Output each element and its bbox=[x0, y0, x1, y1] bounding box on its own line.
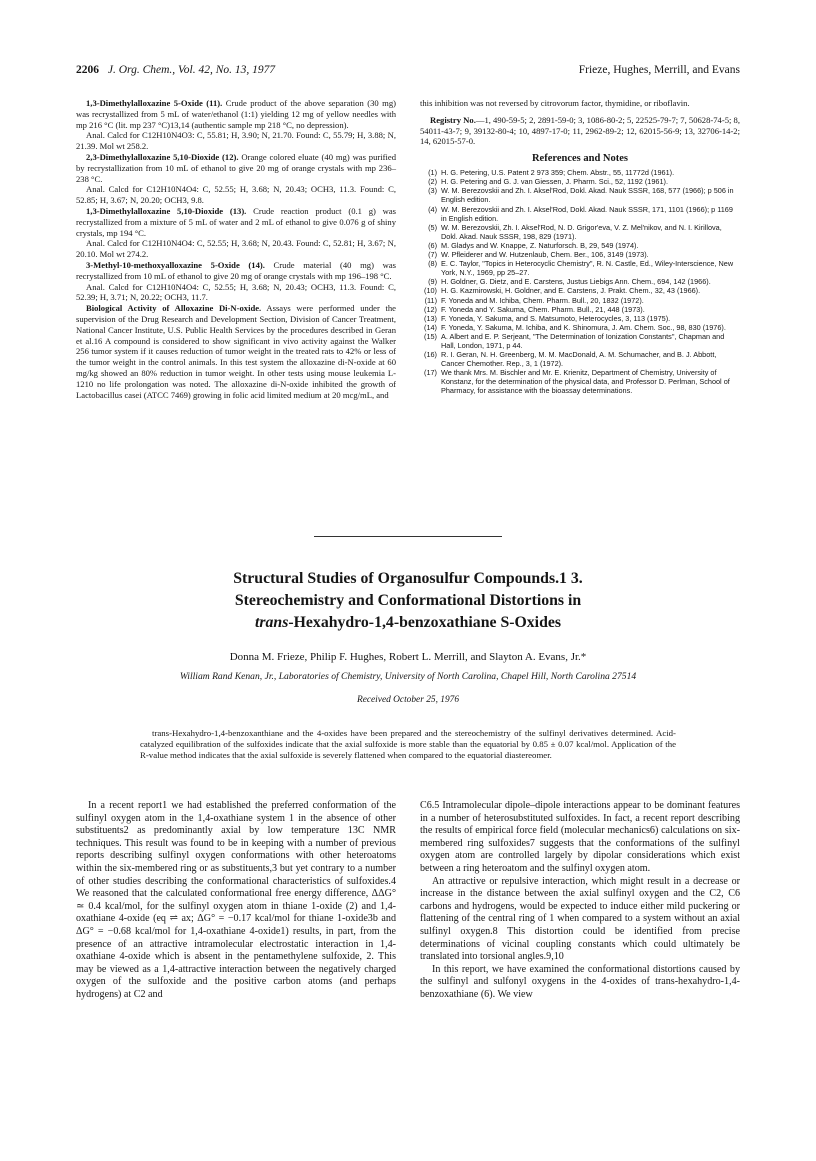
reference-text: R. I. Geran, N. H. Greenberg, M. M. MacDonald, A. M. Schumacher, and B. J. Abbott, Cancer Chemother. Rep., 3, 1 (1972). bbox=[441, 350, 717, 369]
experimental-paragraph bbox=[76, 260, 396, 282]
reference-item bbox=[420, 277, 740, 286]
body-column-right bbox=[420, 800, 740, 1002]
reference-item bbox=[420, 186, 740, 204]
author-affiliation: William Rand Kenan, Jr., Laboratories of Chemistry, University of North Carolina, Chapel Hill, North Carolina 27514 bbox=[179, 671, 637, 682]
body-column-left bbox=[76, 800, 396, 1002]
experimental-paragraph bbox=[76, 130, 396, 152]
reference-text: W. Pfleiderer and W. Hutzenlaub, Chem. Ber., 106, 3149 (1973). bbox=[441, 250, 649, 260]
reference-number: (10) bbox=[424, 286, 437, 296]
reference-text: We thank Mrs. M. Bischler and Mr. E. Krienitz, Department of Chemistry, University of Konstanz, for the determination of the physical data, and Professor D. Perlman, School of Pharmacy, for assistance with the bioassay determinations. bbox=[441, 368, 730, 396]
paragraph-heading: 3-Methyl-10-methoxyalloxazine 5-Oxide (14). bbox=[86, 259, 265, 270]
reference-number: (11) bbox=[424, 295, 437, 305]
reference-text: A. Albert and E. P. Serjeant, "The Determination of Ionization Constants", Chapman and Hall, London, 1971, p 44. bbox=[441, 331, 725, 350]
paragraph-text: Assays were performed under the supervision of the Drug Research and Development Section, Division of Cancer Treatment, National Cancer Institute, U.S. Public Health Services by the procedures described in Geran et al.16 A compound is considered to show significant in vivo activity against the Walker 256 tumor system if it causes reduction of tumor weight in the treated rats to 42% or less of the tumor weight in the control animals. In this test system the alloxazine di-N-oxide at 60 mg/kg showed an 80% reduction in tumor weight. In other tests using mouse leukemia L-1210 no life prolongation was noted. The alloxazine di-N-oxide inhibited the growth of Lactobacillus casei (ATCC 7469) growing in folic acid limited medium at 20 mcg/mL, and bbox=[76, 303, 396, 400]
reference-number: (17) bbox=[424, 368, 437, 378]
body-paragraph: In a recent report1 we had established the preferred conformation of the sulfinyl oxygen atom in the 1,4-oxathiane system 1 in the absence of other substituents2 as predominantly axial by low temperature 13C NMR techniques. This result was found to be in keeping with a number of previous reports describing sulfinyl oxygen conformations with other heteroatoms within the six-membered ring or as substituents,3 but yet contrary to a number of other studies describing the conformational characteristics of sulfoxides.4 We reasoned that the calculated conformational free energy difference, ΔΔG° ≃ 0.4 kcal/mol, for the sulfinyl oxygen atom in thiane 1-oxide (2) and 1,4-oxathiane 4-oxide (eq ⇌ ax; ΔG° = −0.17 kcal/mol for thiane 1-oxide3b and ΔG° = −0.68 kcal/mol for 1,4-oxathiane 4-oxide1) results, in part, from the presence of an attractive intramolecular electrostatic interaction in 1,4-oxathiane 4-oxide which is absent in the pentamethylene sulfoxide, 2. This may be viewed as a 1,4-attractive interaction between the negatively charged oxygen of the sulfoxide and the positive carbon atoms (and perhaps hydrogens) at C2 and bbox=[76, 800, 396, 1000]
paragraph-heading: 2,3-Dimethylalloxazine 5,10-Dioxide (12). bbox=[86, 151, 239, 162]
body-paragraph: An attractive or repulsive interaction, which might result in a decrease or increase in the distance between the axial sulfinyl oxygen and the C2, C6 carbons and hydrogens, would be expected to induce either mild puckering or flattening of the central ring of 1 when compared to a system without an axial sulfinyl oxygen.8 This distortion could be identified from precise determinations of vicinal coupling constants which could ultimately be translated into torsional angles.9,10 bbox=[420, 875, 740, 963]
reference-number: (15) bbox=[424, 331, 437, 341]
article-title bbox=[76, 568, 740, 634]
section-divider bbox=[314, 536, 502, 537]
experimental-paragraph bbox=[76, 98, 396, 130]
body-paragraph: In this report, we have examined the conformational distortions caused by the sulfinyl and sulfonyl oxygens in the 4-oxides of trans-hexahydro-1,4-benzoxathiane (6). We view bbox=[420, 963, 740, 1000]
reference-number: (8) bbox=[428, 259, 437, 269]
registry-heading: Registry No. bbox=[430, 114, 476, 125]
reference-text: W. M. Berezovskii, Zh. I. Aksel'Rod, N. D. Grigor'eva, V. Z. Mel'nikov, and N. I. Kirillova, Dokl. Akad. Nauk SSSR, 198, 829 (1971). bbox=[441, 222, 722, 241]
reference-text: E. C. Taylor, "Topics in Heterocyclic Chemistry", R. N. Castle, Ed., Wiley-Interscience, New York, N.Y., 1969, pp 25–27. bbox=[441, 259, 734, 278]
abstract: trans-Hexahydro-1,4-benzoxanthiane and the 4-oxides have been prepared and the stereochemistry of the sulfinyl derivatives determined. Acid-catalyzed equilibration of the sulfoxides indicate that the axial sulfoxide is more stable than the equatorial by 0.85 ± 0.07 kcal/mol. Application of the R-value method indicates that the axial sulfoxide is severely flattened when compared to the equatorial diastereomer. bbox=[140, 728, 676, 761]
reference-item bbox=[420, 223, 740, 241]
reference-number: (2) bbox=[428, 177, 437, 187]
reference-item bbox=[420, 305, 740, 314]
paragraph-text: Orange colored eluate (40 mg) was purified by recrystallization from 10 mL of ethanol to give 20 mg of orange crystals with mp 236–238 °C. bbox=[76, 151, 396, 184]
paragraph-heading: 1,3-Dimethylalloxazine 5,10-Dioxide (13). bbox=[86, 205, 247, 216]
title-line: Structural Studies of Organosulfur Compounds.1 3. bbox=[233, 570, 583, 587]
received-date: Received October 25, 1976 bbox=[356, 695, 460, 705]
reference-number: (13) bbox=[424, 313, 437, 323]
paragraph-text: Anal. Calcd for C12H10N4O3: C, 55.81; H, 3.90; N, 21.70. Found: C, 55.79; H, 3.88; N, 21.39. Mol wt 258.2. bbox=[76, 130, 396, 152]
reference-text: W. M. Berezovskii and Zh. I. Aksel'Rod, Dokl. Akad. Nauk SSSR, 171, 1101 (1966); p 1169 in English edition. bbox=[441, 204, 733, 223]
paragraph-heading: 1,3-Dimethylalloxazine 5-Oxide (11). bbox=[86, 98, 223, 108]
registry-numbers bbox=[420, 115, 740, 147]
reference-text: F. Yoneda, Y. Sakuma, and S. Matsumoto, Heterocycles, 3, 113 (1975). bbox=[441, 313, 671, 323]
reference-text: W. M. Berezovskii and Zh. I. Aksel'Rod, Dokl. Akad. Nauk SSSR, 168, 577 (1966); p 506 in English edition. bbox=[441, 186, 734, 205]
reference-item bbox=[420, 368, 740, 395]
experimental-paragraph bbox=[76, 238, 396, 260]
experimental-paragraph bbox=[76, 282, 396, 304]
paragraph-text: Crude material (40 mg) was recrystallized from 10 mL of ethanol to give 20 mg of orange crystals with mp 196–198 °C. bbox=[76, 259, 396, 281]
reference-item bbox=[420, 177, 740, 186]
paragraph-heading: Biological Activity of Alloxazine Di-N-oxide. bbox=[86, 303, 262, 314]
reference-number: (3) bbox=[428, 186, 437, 196]
references-heading: References and Notes bbox=[531, 153, 629, 165]
title-italic-prefix: trans bbox=[254, 614, 289, 631]
title-line: Stereochemistry and Conformational Distortions in bbox=[234, 592, 582, 609]
paragraph-text: Crude product of the above separation (30 mg) was recrystallized from 5 mL of water/ethanol (1:1) yielding 12 mg of yellow needles with mp 216 °C (lit. mp 237 °C)13,14 (authentic sample mp 218 °C, no depression). bbox=[76, 98, 396, 130]
registry-text: —1, 490-59-5; 2, 2891-59-0; 3, 1086-80-2; 5, 22525-79-7; 7, 50628-74-5; 8, 54011-43-7; 9, 39132-80-4; 10, 4897-17-0; 11, 2962-89-2; 12, 62015-56-9; 13, 32706-14-2; 14, 62015-57-0. bbox=[420, 114, 740, 147]
reference-number: (1) bbox=[428, 168, 437, 178]
body-paragraph: C6.5 Intramolecular dipole–dipole interactions appear to be dominant features in a number of heterosubstituted sulfoxides. In fact, a recent report describing the results of empirical force field (molecular mechanics6) calculations on six-membered ring sulfoxides7 suggests that the conformations of the sulfinyl oxygen atom are controlled largely by dipolar considerations which exist between a ring heteroatom and the sulfinyl oxygen atom. bbox=[420, 800, 740, 874]
experimental-paragraph bbox=[76, 184, 396, 206]
reference-text: M. Gladys and W. Knappe, Z. Naturforsch. B, 29, 549 (1974). bbox=[441, 240, 639, 250]
reference-text: H. G. Petering, U.S. Patent 2 973 359; Chem. Abstr., 55, 11772d (1961). bbox=[441, 168, 675, 178]
reference-item bbox=[420, 296, 740, 305]
reference-item bbox=[420, 314, 740, 323]
reference-text: F. Yoneda, Y. Sakuma, M. Ichiba, and K. Shinomura, J. Am. Chem. Soc., 98, 830 (1976). bbox=[441, 322, 726, 332]
reference-item bbox=[420, 323, 740, 332]
reference-item bbox=[420, 286, 740, 295]
reference-text: H. G. Petering and G. J. van Giessen, J. Pharm. Sci., 52, 1192 (1961). bbox=[441, 177, 668, 187]
paragraph-text: Anal. Calcd for C12H10N4O4: C, 52.55; H, 3.68; N, 20.43. Found: C, 52.81; H, 3.67; N, 20.10. Mol wt 274.2. bbox=[76, 238, 396, 260]
experimental-column bbox=[76, 98, 396, 400]
article-authors: Donna M. Frieze, Philip F. Hughes, Robert L. Merrill, and Slayton A. Evans, Jr.* bbox=[229, 651, 587, 663]
reference-item bbox=[420, 259, 740, 277]
experimental-paragraph bbox=[76, 206, 396, 238]
paragraph-text: Anal. Calcd for C12H10N4O4: C, 52.55; H, 3.68; N, 20.43; OCH3, 11.3. Found: C, 52.85; H, 3.67; N, 20.20; OCH3, 9.8. bbox=[76, 184, 396, 206]
continuation-paragraph: this inhibition was not reversed by citrovorum factor, thymidine, or riboflavin. bbox=[420, 98, 690, 108]
running-header-authors: Frieze, Hughes, Merrill, and Evans bbox=[578, 64, 740, 76]
reference-number: (9) bbox=[428, 277, 437, 287]
title-line bbox=[76, 612, 740, 634]
experimental-paragraph bbox=[76, 152, 396, 184]
title-line-rest: -Hexahydro-1,4-benzoxathiane S-Oxides bbox=[288, 614, 562, 631]
reference-number: (7) bbox=[428, 250, 437, 260]
reference-item bbox=[420, 205, 740, 223]
reference-number: (5) bbox=[428, 222, 437, 232]
paragraph-text: Crude reaction product (0.1 g) was recrystallized from a mixture of 5 mL of water and 2 mL of ethanol to give 0.076 g of shiny crystals, mp 194 °C. bbox=[76, 205, 397, 238]
running-header bbox=[76, 64, 740, 80]
reference-text: H. G. Kazmirowski, H. Goldner, and E. Carstens, J. Prakt. Chem., 32, 43 (1966). bbox=[441, 286, 701, 296]
paragraph-text: Anal. Calcd for C12H10N4O4: C, 52.55; H, 3.68; N, 20.43; OCH3, 11.3. Found: C, 52.39; H, 3.71; N, 20.22; OCH3, 11.7. bbox=[76, 281, 396, 303]
reference-text: H. Goldner, G. Dietz, and E. Carstens, Justus Liebigs Ann. Chem., 694, 142 (1966). bbox=[441, 277, 711, 287]
reference-number: (16) bbox=[424, 350, 437, 360]
references-list bbox=[420, 168, 740, 395]
reference-item bbox=[420, 250, 740, 259]
reference-number: (14) bbox=[424, 322, 437, 332]
experimental-paragraph bbox=[76, 303, 396, 400]
reference-text: F. Yoneda and Y. Sakuma, Chem. Pharm. Bull., 21, 448 (1973). bbox=[441, 304, 645, 314]
reference-number: (12) bbox=[424, 304, 437, 314]
journal-citation: J. Org. Chem., Vol. 42, No. 13, 1977 bbox=[107, 64, 276, 76]
reference-text: F. Yoneda and M. Ichiba, Chem. Pharm. Bull., 20, 1832 (1972). bbox=[441, 295, 644, 305]
page-number: 2206 bbox=[76, 64, 99, 76]
references-column bbox=[420, 98, 740, 396]
running-header-left bbox=[76, 64, 275, 76]
reference-item bbox=[420, 241, 740, 250]
reference-item bbox=[420, 350, 740, 368]
reference-item bbox=[420, 332, 740, 350]
reference-number: (6) bbox=[428, 240, 437, 250]
reference-number: (4) bbox=[428, 204, 437, 214]
reference-item bbox=[420, 168, 740, 177]
